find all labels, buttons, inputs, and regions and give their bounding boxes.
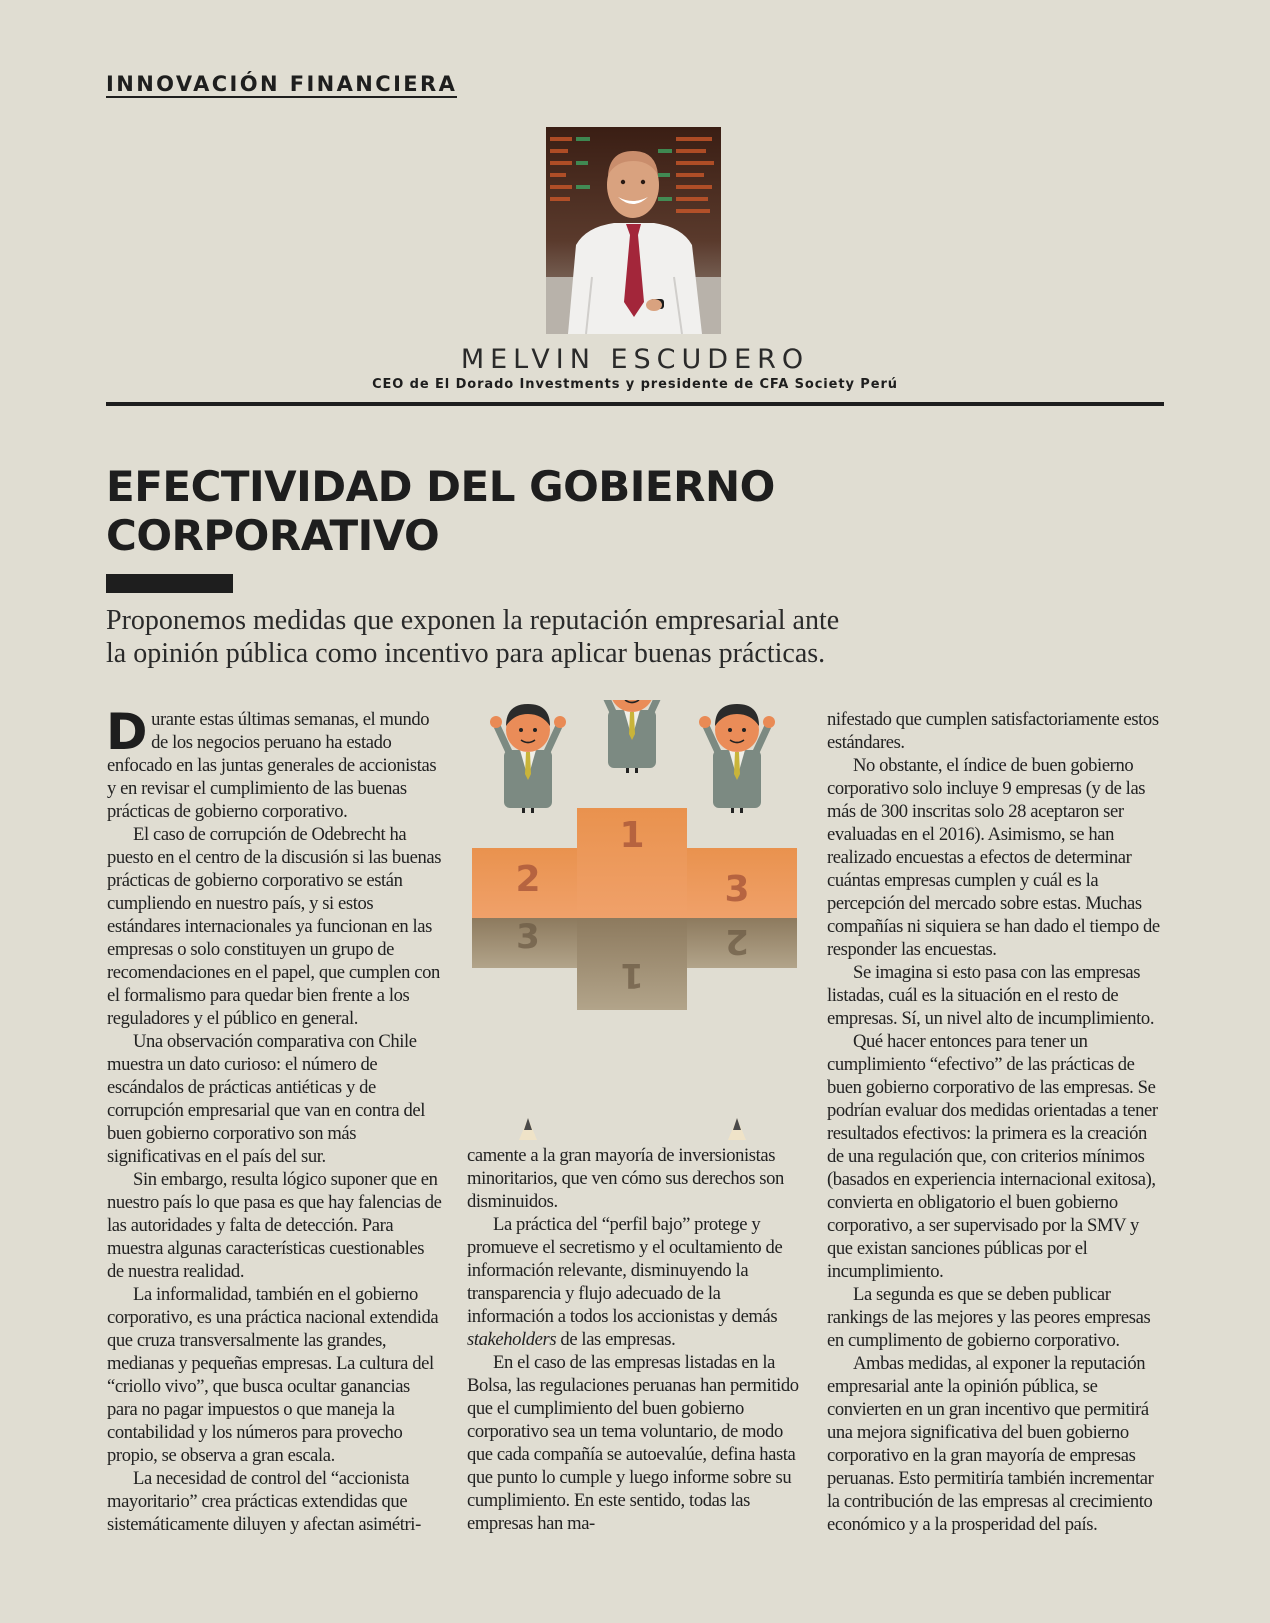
- article-headline: [106, 462, 906, 560]
- podium-figures-image: [462, 700, 804, 1140]
- podium-label-2: 2: [515, 859, 541, 900]
- headline-accent-bar: [106, 574, 233, 593]
- paragraph: La necesidad de control del “accionista mayoritario” crea prácticas extendidas que sistemáticamente diluyen y afectan asimétri-: [107, 1468, 421, 1535]
- drop-cap: D: [106, 703, 148, 761]
- paragraph: camente a la gran mayoría de inversionistas minoritarios, que ven cómo sus derechos son disminuidos.: [467, 1145, 784, 1212]
- header-divider: [106, 402, 1164, 406]
- body-column-2: [467, 1144, 804, 1535]
- reflection-label-1: 1: [620, 955, 644, 995]
- author-photo: [546, 127, 721, 334]
- reflection-label-2: 2: [725, 921, 749, 961]
- paragraph: El caso de corrupción de Odebrecht ha puesto en el centro de la discusión si las buenas prácticas de gobierno corporativo se están cumpliendo en nuestro país, y si estos estándares internacionales ya funcionan en las empresas o solo constituyen un grupo de recomendaciones en el papel, que cumplen con el formalismo para quedar bien frente a los reguladores y el público en general.: [107, 824, 442, 1029]
- author-portrait-image: [546, 127, 721, 334]
- dek-line-1: Proponemos medidas que exponen la reputación empresarial ante: [106, 605, 840, 636]
- paragraph-text: de las empresas.: [556, 1329, 676, 1350]
- author-name: MELVIN ESCUDERO: [460, 344, 810, 375]
- podium-illustration: [462, 700, 804, 1140]
- author-role: CEO de El Dorado Investments y presidente de CFA Society Perú: [372, 377, 898, 392]
- figure-reflection-right: [715, 1118, 759, 1140]
- dek-line-2: la opinión pública como incentivo para aplicar buenas prácticas.: [106, 638, 826, 669]
- paragraph: La informalidad, también en el gobierno corporativo, es una práctica nacional extendida que cruza transversalmente las grandes, medianas y pequeñas empresas. La cultura del “criollo vivo”, que busca ocultar ganancias para no pagar impuestos o que maneja la contabilidad y los números para provecho propio, se observa a gran escala.: [107, 1284, 439, 1466]
- paragraph-text: urante estas últimas semanas, el mundo de los negocios peruano ha estado enfocado en las juntas generales de accionistas y en revisar el cumplimiento de las buenas prácticas de gobierno corporativo.: [107, 709, 437, 822]
- italic-term: stakeholders: [467, 1329, 557, 1350]
- podium-label-3: 3: [724, 869, 750, 910]
- paragraph: Sin embargo, resulta lógico suponer que en nuestro país lo que pasa es que hay falencias de las autoridades y falta de detección. Para muestra algunas características cuestionables de nuestra realidad.: [107, 1169, 442, 1282]
- paragraph: [106, 703, 444, 823]
- paragraph: La segunda es que se deben publicar rankings de las mejores y las peores empresas en cumplimento de gobierno corporativo.: [827, 1284, 1151, 1351]
- paragraph-text: La práctica del “perfil bajo” protege y promueve el secretismo y el ocultamiento de información relevante, disminuyendo la transparencia y flujo adecuado de la información a todos los accionistas y demás: [467, 1214, 783, 1327]
- figure-third-place: [699, 704, 775, 813]
- podium-label-1: 1: [619, 815, 645, 856]
- paragraph: No obstante, el índice de buen gobierno corporativo solo incluye 9 empresas (y de las más de 300 inscritas solo 28 aceptaron ser evaluadas en el 2016). Asimismo, se han realizado encuestas a efectos de determinar cuántas empresas cumplen y cuál es la percepción del mercado sobre estas. Muchas compañías ni siquiera se han dado el tiempo de responder las encuestas.: [827, 755, 1160, 960]
- article-dek: [106, 604, 926, 670]
- paragraph: Una observación comparativa con Chile muestra un dato curioso: el número de escándalos de prácticas antiéticas y de corrupción empresarial que van en contra del buen gobierno corporativo son más significativas en el país del sur.: [107, 1031, 425, 1167]
- figure-reflection-left: [506, 1118, 550, 1140]
- paragraph: Se imagina si esto pasa con las empresas listadas, cuál es la situación en el resto de empresas. Sí, un nivel alto de incumplimiento.: [827, 962, 1155, 1029]
- paragraph: En el caso de las empresas listadas en la Bolsa, las regulaciones peruanas han permitido que el cumplimiento del buen gobierno corporativo sea un tema voluntario, de modo que cada compañía se autoevalúe, defina hasta que punto lo cumple y luego informe sobre su cumplimiento. En este sentido, todas las empresas han ma-: [467, 1352, 799, 1534]
- section-label: INNOVACIÓN FINANCIERA: [106, 72, 458, 96]
- paragraph: Ambas medidas, al exponer la reputación empresarial ante la opinión pública, se convierten en un gran incentivo que permitirá una mejora significativa del buen gobierno corporativo en la gran mayoría de empresas peruanas. Esto permitiría también incrementar la contribución de las empresas al crecimiento económico y a la prosperidad del país.: [827, 1353, 1154, 1535]
- headline-line-2: CORPORATIVO: [106, 511, 440, 560]
- figure-first-place: [594, 700, 670, 773]
- paragraph: [467, 1213, 804, 1351]
- headline-line-1: EFECTIVIDAD DEL GOBIERNO: [106, 462, 775, 511]
- body-column-3: [827, 708, 1167, 1536]
- paragraph: Qué hacer entonces para tener un cumplimiento “efectivo” de las prácticas de buen gobierno corporativo de las empresas. Se podrían evaluar dos medidas orientadas a tener resultados efectivos: la primera es la creación de una regulación que, con criterios mínimos (basados en experiencia internacional exitosa), convierta en obligatorio el buen gobierno corporativo, a ser supervisado por la SMV y que existan sanciones públicas por el incumplimiento.: [827, 1031, 1158, 1282]
- figure-second-place: [490, 704, 566, 813]
- body-column-1: [106, 703, 444, 1536]
- reflection-label-3: 3: [516, 917, 540, 957]
- paragraph: nifestado que cumplen satisfactoriamente estos estándares.: [827, 709, 1159, 753]
